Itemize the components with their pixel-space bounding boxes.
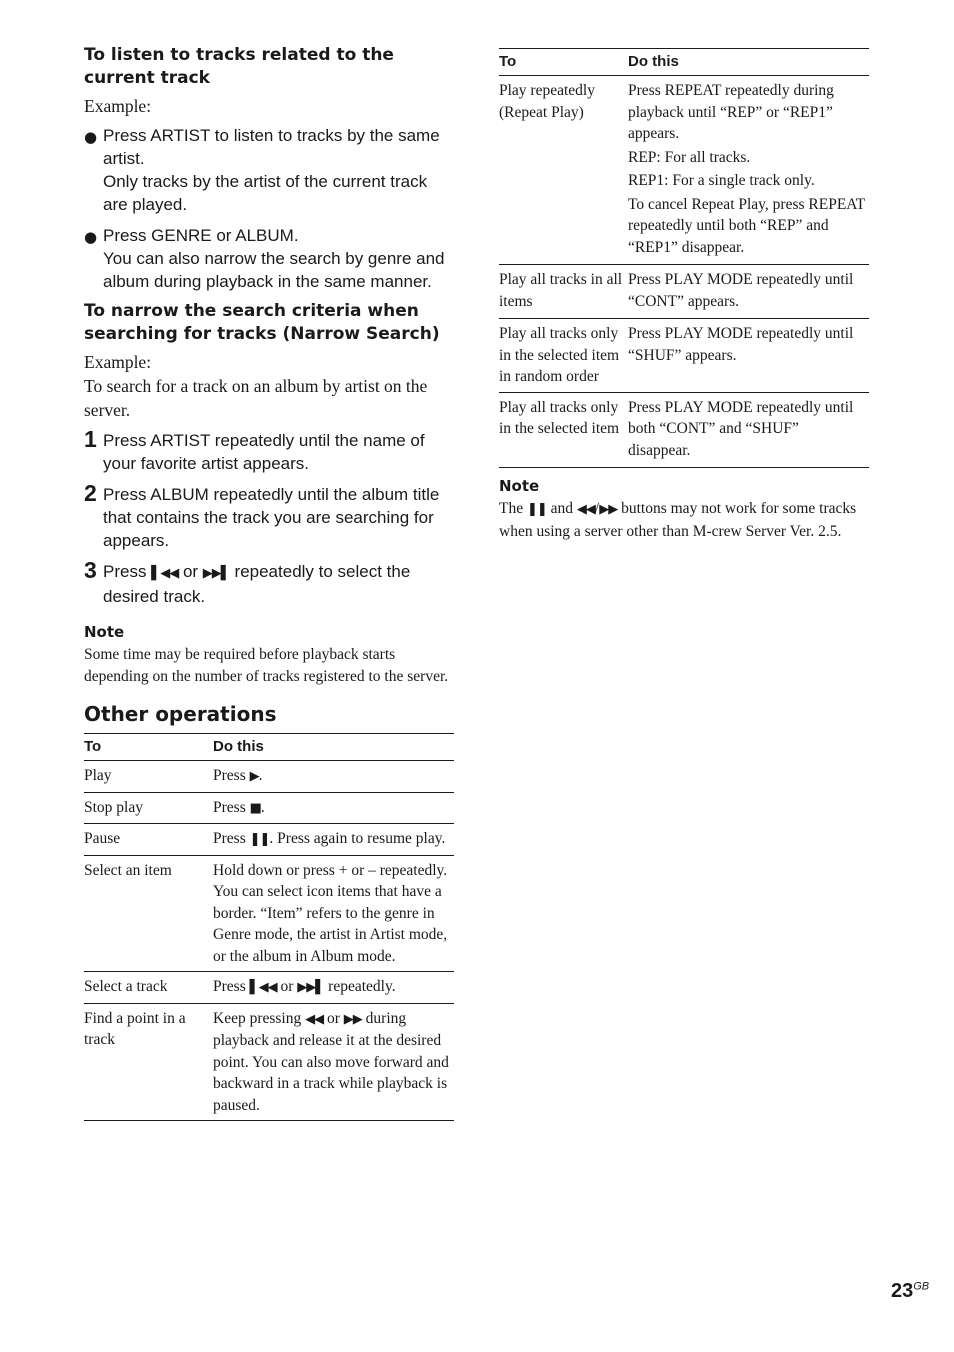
column-header: To [499, 49, 628, 76]
step-number: 1 [84, 426, 97, 452]
table-row: Select a track Press ▌◀◀ or ▶▶▌ repeatedly. [84, 972, 454, 1004]
table-row: Select an item Hold down or press + or – repeatedly. You can select icon items that have a border. “Item” refers to the genre in Genre mode, the artist in Artist mode, or the album in Album mode. [84, 855, 454, 972]
stop-icon: ■ [249, 800, 261, 816]
bullet-icon: ● [84, 128, 98, 146]
table-row: Play repeatedly (Repeat Play) Press REPEAT repeatedly during playback until “REP” or “REP1” appears. REP: For all tracks. REP1: For a single track only. To cancel Repeat Play, press REPEAT repeatedly until both “REP” and “REP1” disappear. [499, 76, 869, 265]
list-item: ● Press ARTIST to listen to tracks by the same artist. Only tracks by the artist of the current track are played. [84, 126, 440, 214]
page-number: $23^{GB}$ [891, 1280, 930, 1302]
column-header: Do this [213, 734, 454, 761]
example-label: Example: [84, 96, 152, 116]
column-header: Do this [628, 49, 869, 76]
pause-icon: ❚❚ [526, 502, 547, 517]
table-row: Play all tracks only in the selected item in random order Press PLAY MODE repeatedly until “SHUF” appears. [499, 319, 869, 393]
play-mode-table [499, 48, 869, 468]
list-item: ● Press GENRE or ALBUM. You can also narrow the search by genre and album during playback in the same manner. [84, 226, 445, 291]
table-row: Find a point in a track Keep pressing ◀◀ or ▶▶ during playback and release it at the desired point. You can also move forward and backward in a track while playback is paused. [84, 1003, 454, 1121]
right-column [499, 48, 869, 542]
example-label: Example: [84, 352, 152, 372]
step-number: 2 [84, 480, 97, 506]
column-header: To [84, 734, 213, 761]
operations-table [84, 733, 454, 1121]
table-row: Play all tracks in all items Press PLAY MODE repeatedly until “CONT” appears. [499, 265, 869, 319]
narrow-search-heading: To narrow the search criteria when searching for tracks (Narrow Search) [84, 301, 440, 344]
narrow-intro: To search for a track on an album by artist on the server. [84, 376, 428, 420]
step-item: 3 Press ▌◀◀ or ▶▶▌ repeatedly to select the desired track. [84, 557, 411, 606]
bullet-icon: ● [84, 228, 98, 246]
left-column [84, 44, 454, 1121]
rewind-icon: ◀◀ [305, 1011, 324, 1027]
table-row: Play all tracks only in the selected item Press PLAY MODE repeatedly until both “CONT” and “SHUF” disappear. [499, 392, 869, 468]
note-text: Some time may be required before playback starts depending on the number of tracks registered to the server. [84, 646, 449, 685]
fast-forward-icon: ▶▶ [343, 1011, 362, 1027]
next-track-icon: ▶▶▌ [297, 980, 325, 995]
play-icon: ▶ [249, 769, 259, 784]
other-operations-heading: Other operations [84, 702, 277, 726]
pause-icon: ❚❚ [249, 832, 270, 847]
previous-track-icon: ▌◀◀ [249, 980, 277, 995]
table-header-row [499, 49, 869, 76]
step-item: 1 Press ARTIST repeatedly until the name of your favorite artist appears. [84, 426, 425, 473]
note-title: Note [84, 623, 125, 641]
table-row: Stop play Press ■. [84, 792, 454, 824]
next-track-icon: ▶▶▌ [202, 566, 230, 581]
step-number: 3 [84, 557, 97, 583]
related-tracks-heading: To listen to tracks related to the current track [84, 45, 394, 88]
table-row: Pause Press ❚❚. Press again to resume play. [84, 824, 454, 856]
fast-forward-icon: ▶▶ [599, 502, 618, 517]
note-title: Note [499, 477, 540, 495]
rewind-icon: ◀◀ [576, 502, 595, 517]
note-text: The ❚❚ and ◀◀/▶▶ buttons may not work for some tracks when using a server other than M-crew Server Ver. 2.5. [499, 500, 857, 540]
table-row: Play Press ▶. [84, 761, 454, 793]
table-header-row [84, 734, 454, 761]
previous-track-icon: ▌◀◀ [151, 566, 179, 581]
step-item: 2 Press ALBUM repeatedly until the album title that contains the track you are searching for appears. [84, 480, 440, 550]
